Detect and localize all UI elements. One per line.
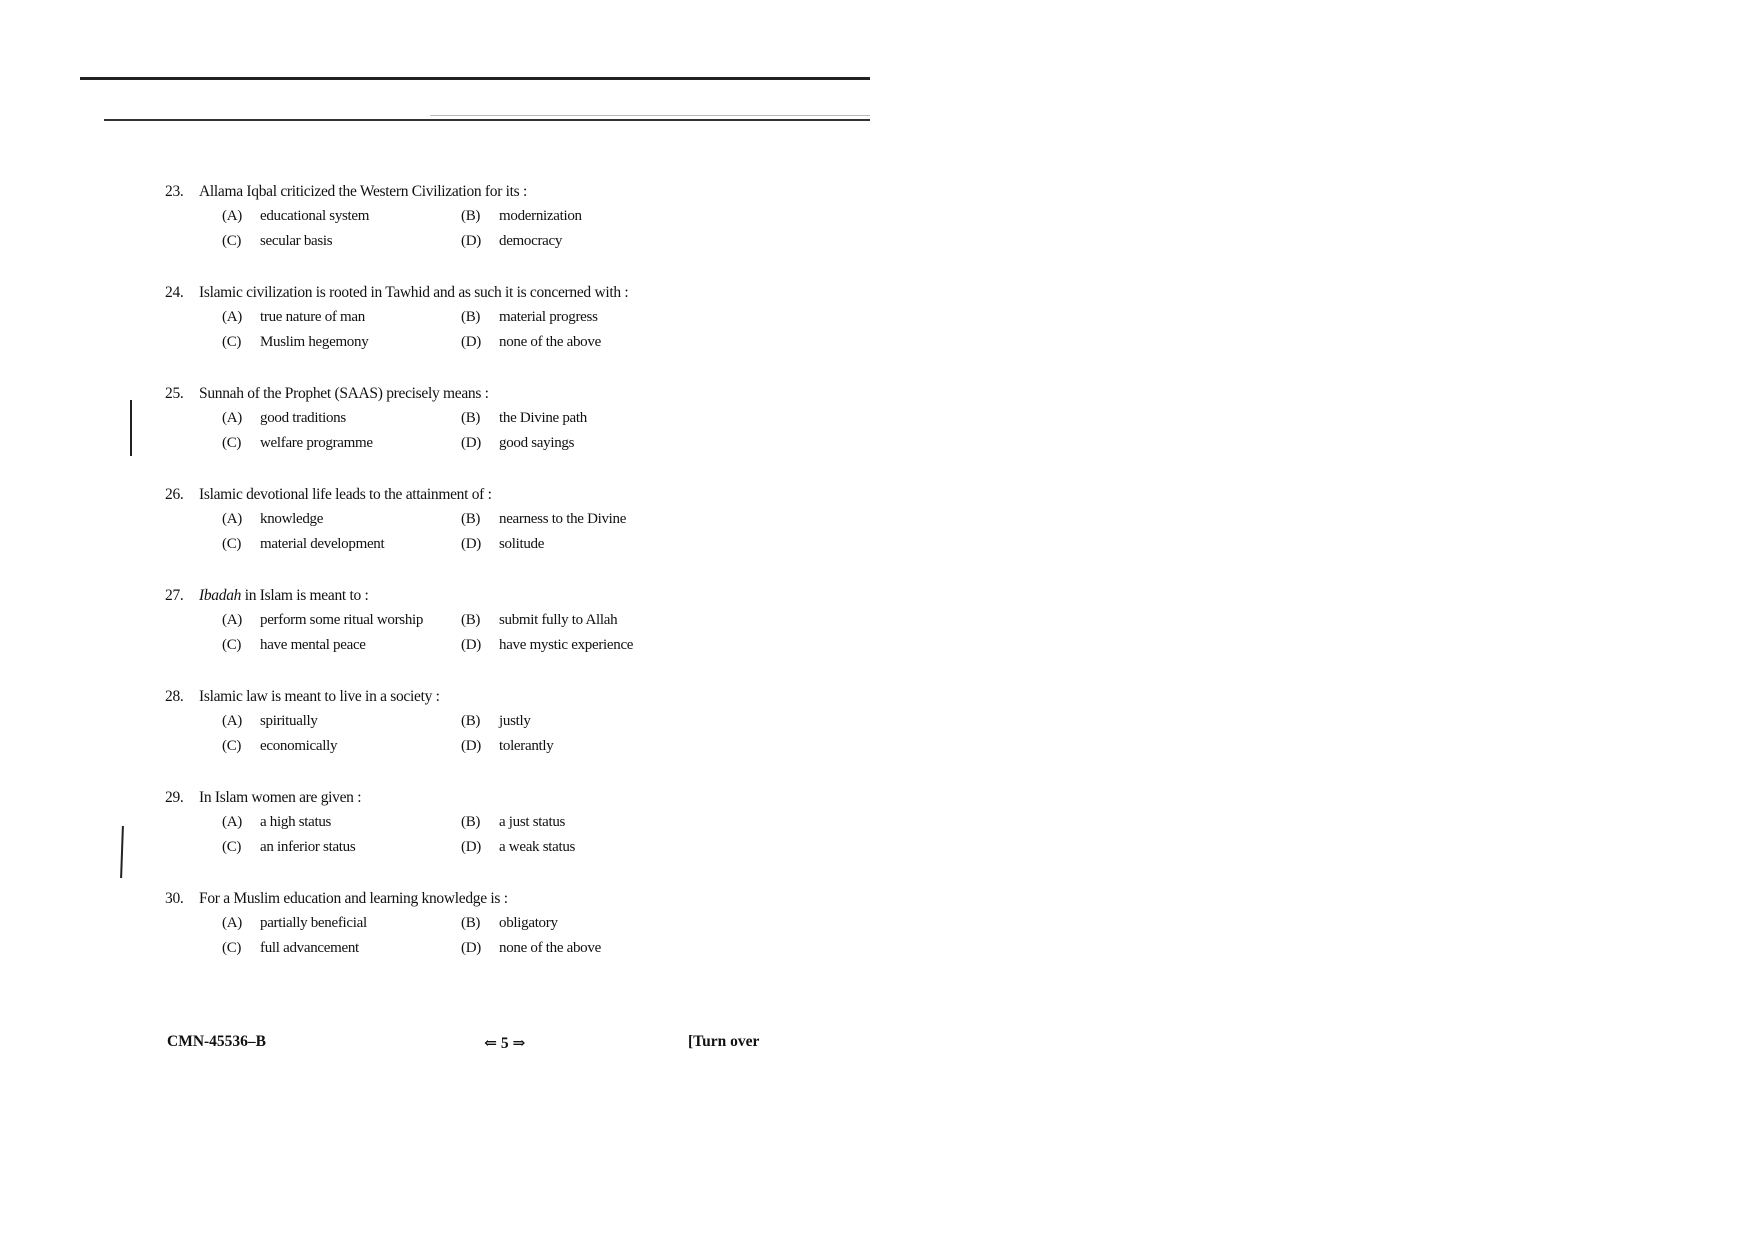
option-letter: (A) [222,208,242,224]
option-letter: (D) [461,233,481,249]
option-c [222,334,368,351]
option-letter: (D) [461,738,481,754]
question-number: 27. [165,587,184,604]
option-b [461,410,587,427]
option-c [222,536,384,553]
option-text: full advancement [260,940,359,956]
question-number: 30. [165,890,184,907]
question-25 [165,385,865,475]
option-text: knowledge [260,511,324,527]
option-d [461,738,553,755]
option-text: tolerantly [499,738,554,754]
question-text: Islamic law is meant to live in a society : [199,688,440,705]
option-letter: (A) [222,309,242,325]
option-a [222,208,369,225]
question-26 [165,486,865,576]
second-rule-faint [430,115,870,116]
question-stem [165,789,361,807]
option-letter: (C) [222,738,242,754]
option-d [461,940,601,957]
option-text: Muslim hegemony [260,334,369,350]
option-c [222,435,373,452]
option-letter: (D) [461,839,481,855]
question-text: Sunnah of the Prophet (SAAS) precisely means : [199,385,489,402]
turn-over-note: [Turn over [688,1033,760,1050]
option-text: have mystic experience [499,637,634,653]
option-b [461,612,617,629]
option-letter: (A) [222,713,242,729]
option-text: a weak status [499,839,576,855]
option-text: justly [499,713,531,729]
option-letter: (B) [461,410,481,426]
option-text: the Divine path [499,410,587,426]
option-c [222,233,332,250]
page-number: ⇐ 5 ⇒ [484,1035,526,1052]
margin-mark [120,826,124,878]
option-letter: (B) [461,713,481,729]
question-29 [165,789,865,879]
option-letter: (B) [461,915,481,931]
question-24 [165,284,865,374]
option-letter: (C) [222,435,242,451]
option-letter: (D) [461,435,481,451]
option-d [461,536,544,553]
option-letter: (D) [461,536,481,552]
option-text: material development [260,536,385,552]
option-text: modernization [499,208,582,224]
option-letter: (C) [222,334,242,350]
question-stem [165,284,628,302]
option-letter: (B) [461,612,481,628]
option-text: democracy [499,233,563,249]
option-a [222,309,365,326]
option-b [461,309,598,326]
option-letter: (C) [222,233,242,249]
option-text: a just status [499,814,566,830]
question-stem [165,587,369,605]
option-letter: (A) [222,511,242,527]
option-text: an inferior status [260,839,356,855]
question-number: 26. [165,486,184,503]
option-letter: (C) [222,839,242,855]
question-text: Islamic civilization is rooted in Tawhid and as such it is concerned with : [199,284,629,301]
option-text: material progress [499,309,598,325]
question-stem [165,385,489,403]
question-28 [165,688,865,778]
question-number: 23. [165,183,184,200]
question-number: 28. [165,688,184,705]
option-d [461,233,562,250]
option-text: none of the above [499,334,601,350]
option-text: submit fully to Allah [499,612,618,628]
question-stem [165,688,440,706]
option-text: nearness to the Divine [499,511,627,527]
option-text: have mental peace [260,637,366,653]
question-number: 25. [165,385,184,402]
option-letter: (B) [461,309,481,325]
question-text: In Islam women are given : [199,789,362,806]
option-text: good traditions [260,410,346,426]
option-text: none of the above [499,940,601,956]
option-text: good sayings [499,435,575,451]
option-letter: (B) [461,208,481,224]
question-stem [165,486,492,504]
option-d [461,334,601,351]
option-a [222,511,323,528]
option-d [461,839,575,856]
option-text: welfare programme [260,435,373,451]
option-letter: (C) [222,637,242,653]
option-letter: (D) [461,334,481,350]
option-text: secular basis [260,233,333,249]
option-a [222,612,423,629]
question-27 [165,587,865,677]
option-letter: (D) [461,940,481,956]
option-a [222,713,318,730]
option-letter: (A) [222,612,242,628]
question-23 [165,183,865,273]
question-text: in Islam is meant to : [241,587,369,604]
option-text: obligatory [499,915,558,931]
option-c [222,839,355,856]
top-rule [80,77,870,80]
option-text: partially beneficial [260,915,367,931]
option-letter: (A) [222,410,242,426]
option-c [222,637,366,654]
option-letter: (B) [461,511,481,527]
option-c [222,738,337,755]
paper-code: CMN-45536–B [167,1033,267,1050]
question-number: 24. [165,284,184,301]
option-b [461,713,531,730]
question-text: Allama Iqbal criticized the Western Civilization for its : [199,183,527,200]
option-letter: (B) [461,814,481,830]
option-letter: (D) [461,637,481,653]
question-30 [165,890,865,980]
option-c [222,940,359,957]
option-d [461,435,574,452]
option-b [461,511,626,528]
option-text: a high status [260,814,332,830]
question-text-italic: Ibadah [199,587,242,604]
option-a [222,814,331,831]
option-a [222,410,346,427]
question-number: 29. [165,789,184,806]
question-stem [165,183,527,201]
second-rule [104,119,870,121]
option-text: solitude [499,536,545,552]
question-text: For a Muslim education and learning knowledge is : [199,890,508,907]
option-text: true nature of man [260,309,365,325]
margin-mark [130,400,132,456]
option-a [222,915,367,932]
question-text: Islamic devotional life leads to the attainment of : [199,486,492,503]
option-text: economically [260,738,338,754]
option-letter: (A) [222,915,242,931]
question-stem [165,890,508,908]
option-letter: (C) [222,940,242,956]
option-text: educational system [260,208,370,224]
option-d [461,637,633,654]
option-letter: (A) [222,814,242,830]
option-b [461,915,558,932]
option-b [461,814,565,831]
option-text: perform some ritual worship [260,612,424,628]
option-b [461,208,582,225]
option-text: spiritually [260,713,318,729]
option-letter: (C) [222,536,242,552]
